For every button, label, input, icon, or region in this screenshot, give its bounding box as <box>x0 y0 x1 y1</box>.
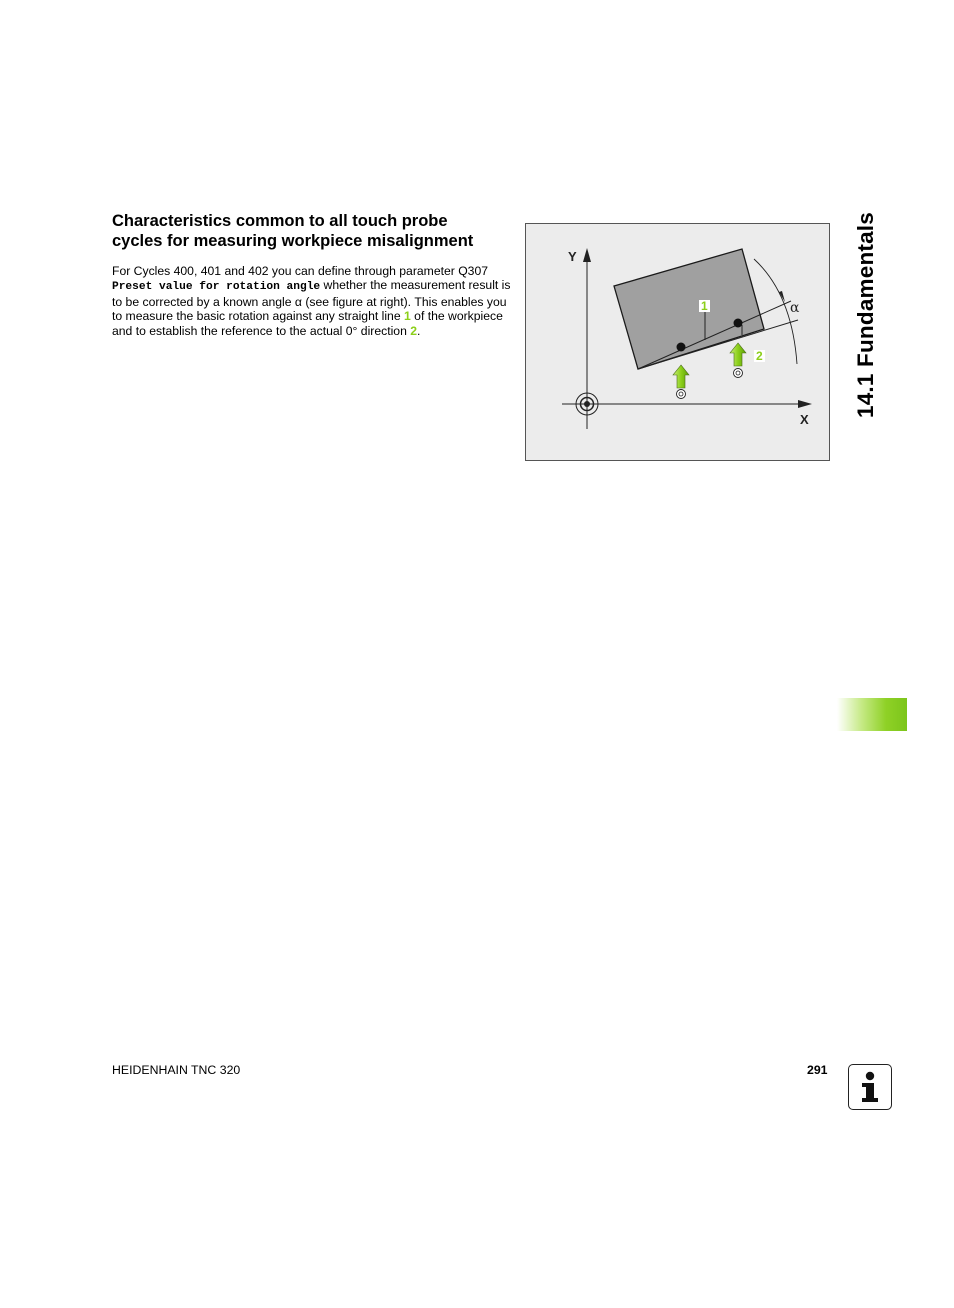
para-part-4: . <box>417 323 421 338</box>
misalignment-figure <box>525 223 830 461</box>
page-number: 291 <box>807 1063 828 1077</box>
parameter-name: Preset value for rotation angle <box>112 281 321 294</box>
label-2: 2 <box>756 349 763 363</box>
probe-point-2 <box>734 319 743 328</box>
y-axis-arrowhead <box>583 248 591 262</box>
para-part-3: of the workpiece and to establish the reference to the actual 0° direction <box>112 309 503 338</box>
para-part-1: For Cycles 400, 401 and 402 you can define through parameter Q307 <box>112 264 489 278</box>
footer-product-name: HEIDENHAIN TNC 320 <box>112 1063 241 1077</box>
para-part-2: whether the measurement result is to be corrected by a known angle α (see figure at right). This enables you to measure the basic rotation against any straight line <box>112 278 511 324</box>
x-axis-arrowhead <box>798 400 812 408</box>
chapter-side-title: 14.1 Fundamentals <box>853 212 878 418</box>
probe-tip-2-icon <box>734 369 743 378</box>
section-heading <box>112 211 512 251</box>
angle-arc-arrowhead <box>779 291 785 302</box>
probe-point-1 <box>677 343 686 352</box>
x-axis-label: X <box>800 412 809 427</box>
chapter-tab-marker <box>837 698 907 731</box>
reference-1: 1 <box>404 309 411 324</box>
y-axis-label: Y <box>568 249 577 264</box>
heading-line-1: Characteristics common to all touch probe <box>112 212 448 230</box>
probe-arrow-2 <box>730 343 746 366</box>
body-paragraph <box>112 264 512 338</box>
info-icon <box>848 1064 892 1110</box>
reference-2: 2 <box>410 323 418 338</box>
label-1: 1 <box>701 299 708 313</box>
angle-label: α <box>790 300 800 316</box>
figure-drawing <box>526 224 829 460</box>
probe-tip-1-icon <box>677 390 686 399</box>
probe-arrow-1 <box>673 365 689 388</box>
heading-line-2: cycles for measuring workpiece misalignment <box>112 232 474 250</box>
